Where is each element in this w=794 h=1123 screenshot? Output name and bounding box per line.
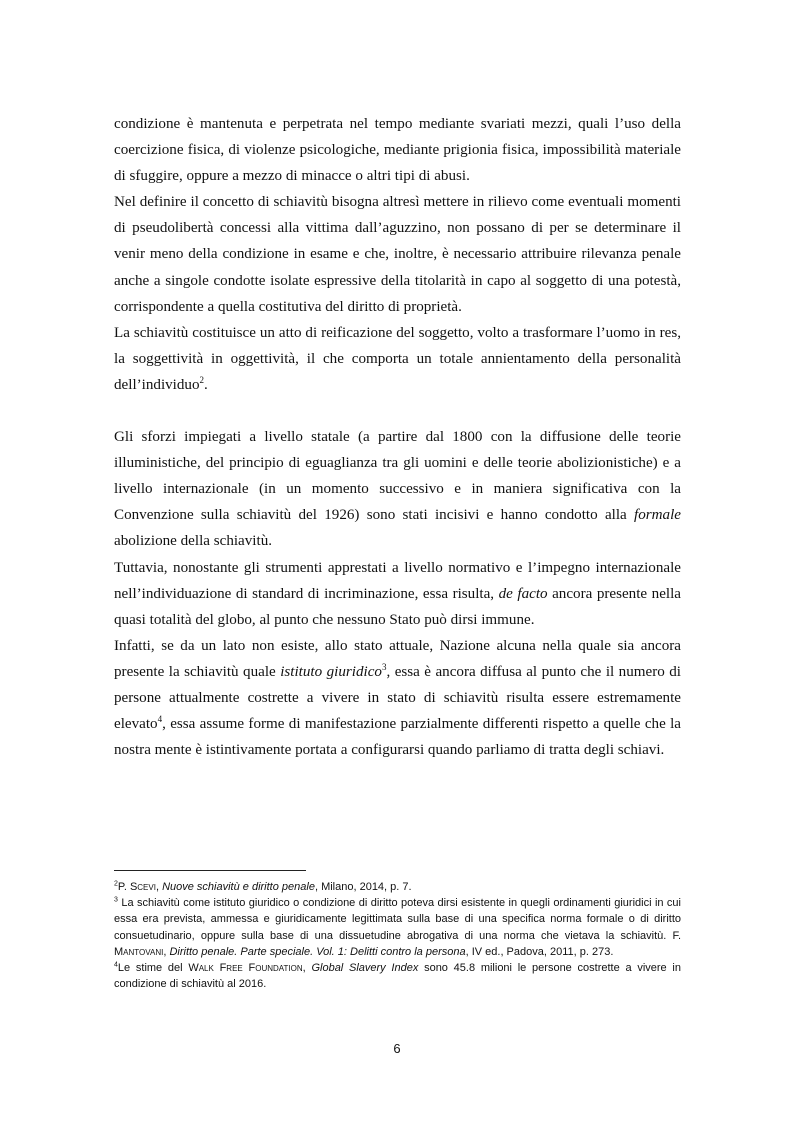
footnote-2-rest: , Milano, 2014, p. 7. <box>314 881 412 893</box>
footnote-2 <box>114 879 681 895</box>
paragraph-4-end: abolizione della schiavitù. <box>114 533 273 550</box>
footnote-3 <box>114 895 681 960</box>
paragraph-1 <box>114 111 681 189</box>
footnote-2-sep: , <box>155 881 163 893</box>
paragraph-6-text-b: , essa è ancora diffusa al punto che il numero di persone attualmente costrette a vivere in stato di schiavitù risulta essere estremamente elevato <box>114 663 681 733</box>
paragraph-3 <box>114 320 681 398</box>
paragraph-3-text: La schiavitù costituisce un atto di reificazione del soggetto, volto a trasformare l’uomo in res, la soggettività in oggettività, il che comporta un totale annientamento della personalità dell’individuo <box>114 324 681 393</box>
footnote-ref-2[interactable]: 2 <box>199 374 205 385</box>
paragraph-5-text: Tuttavia, nonostante gli strumenti apprestati a livello normativo e l’impegno internazionale nell’individuazione di standard di incriminazione, essa risulta, <box>114 559 681 602</box>
paragraph-4-text: Gli sforzi impiegati a livello statale (a partire dal 1800 con la diffusione delle teorie illuministiche, del principio di eguaglianza tra gli uomini e delle teorie abolizionistiche) e a livello internazionale (in un momento successivo e in maniera significativa con la Convenzione sulla schiavitù del 1926) sono stati incisivi e hanno condotto alla <box>114 429 681 524</box>
paragraph-4 <box>114 424 681 554</box>
footnote-4-rest: sono 45.8 milioni le persone costrette a vivere in condizione di schiavitù al 2016. <box>114 962 681 991</box>
footnote-4-organization: Walk Free Foundation <box>188 962 303 975</box>
paragraph-6-emphasis: istituto giuridico <box>280 663 382 680</box>
footnotes <box>114 879 681 992</box>
paragraph-3-end: . <box>204 376 208 393</box>
footnote-4-title: Global Slavery Index <box>311 962 419 975</box>
footnote-3-rest: , IV ed., Padova, 2011, p. 273. <box>465 945 614 958</box>
footnote-4-text: Le stime del <box>117 962 189 975</box>
paragraph-6 <box>114 633 681 763</box>
footnote-2-number: 2 <box>114 880 118 888</box>
paragraph-1-text: condizione è mantenuta e perpetrata nel tempo mediante svariati mezzi, quali l’uso della coercizione fisica, di violenze psicologiche, mediante prigionia fisica, impossibilità materiale di sfuggire, oppure a mezzo di minacce o altri tipi di abusi. <box>114 116 681 185</box>
body-text <box>114 111 681 763</box>
paragraph-2-text: Nel definire il concetto di schiavitù bisogna altresì mettere in rilievo come eventuali momenti di pseudolibertà concessi alla vittima dall’aguzzino, non possano di per se determinare il venir meno della condizione in esame e che, inoltre, è necessario attribuire rilevanza penale anche a singole condotte isolate espressive della titolarità in capo al soggetto di una potestà, corrispondente a quella costitutiva del diritto di proprietà. <box>114 194 681 315</box>
footnote-3-sep: , <box>163 945 170 958</box>
page-number: 6 <box>393 1041 401 1056</box>
footnote-ref-4[interactable]: 4 <box>157 714 163 725</box>
paragraph-5-emphasis: de facto <box>498 585 548 602</box>
footnote-2-title: Nuove schiavitù e diritto penale <box>162 881 315 893</box>
footnote-4-sep: , <box>302 962 312 975</box>
footnote-3-text: La schiavitù come istituto giuridico o condizione di diritto poteva dirsi esistente in quegli ordinamenti giuridici in cui essa era prevista, ammessa e giuridicamente legittimata sulla base di una specifica norma formale o di diritto consuetudinario, oppure sulla base di una dissuetudine abrogativa di una norma che vietava la schiavitù. F. <box>114 897 681 942</box>
paragraph-2 <box>114 189 681 319</box>
footnote-2-author: P. Scevi <box>117 881 156 893</box>
paragraph-6-text-c: , essa assume forme di manifestazione parzialmente differenti rispetto a quelle che la nostra mente è istintivamente portata a configurarsi quando parliamo di tratta degli schiavi. <box>114 716 681 759</box>
footnote-3-number: 3 <box>114 896 118 904</box>
footnote-4 <box>114 960 681 992</box>
footnote-3-author: Mantovani <box>114 945 164 958</box>
paragraph-5-end: ancora presente nella quasi totalità del globo, al punto che nessuno Stato può dirsi immune. <box>114 585 681 628</box>
footnote-separator <box>114 870 306 871</box>
paragraph-5 <box>114 555 681 633</box>
paragraph-4-emphasis: formale <box>634 507 681 524</box>
paragraph-6-text-a: Infatti, se da un lato non esiste, allo stato attuale, Nazione alcuna nella quale sia ancora presente la schiavitù quale <box>114 637 681 680</box>
footnote-3-title: Diritto penale. Parte speciale. Vol. 1: Delitti contro la persona <box>169 945 466 958</box>
footnote-4-number: 4 <box>114 961 118 969</box>
footnote-ref-3[interactable]: 3 <box>381 661 387 672</box>
